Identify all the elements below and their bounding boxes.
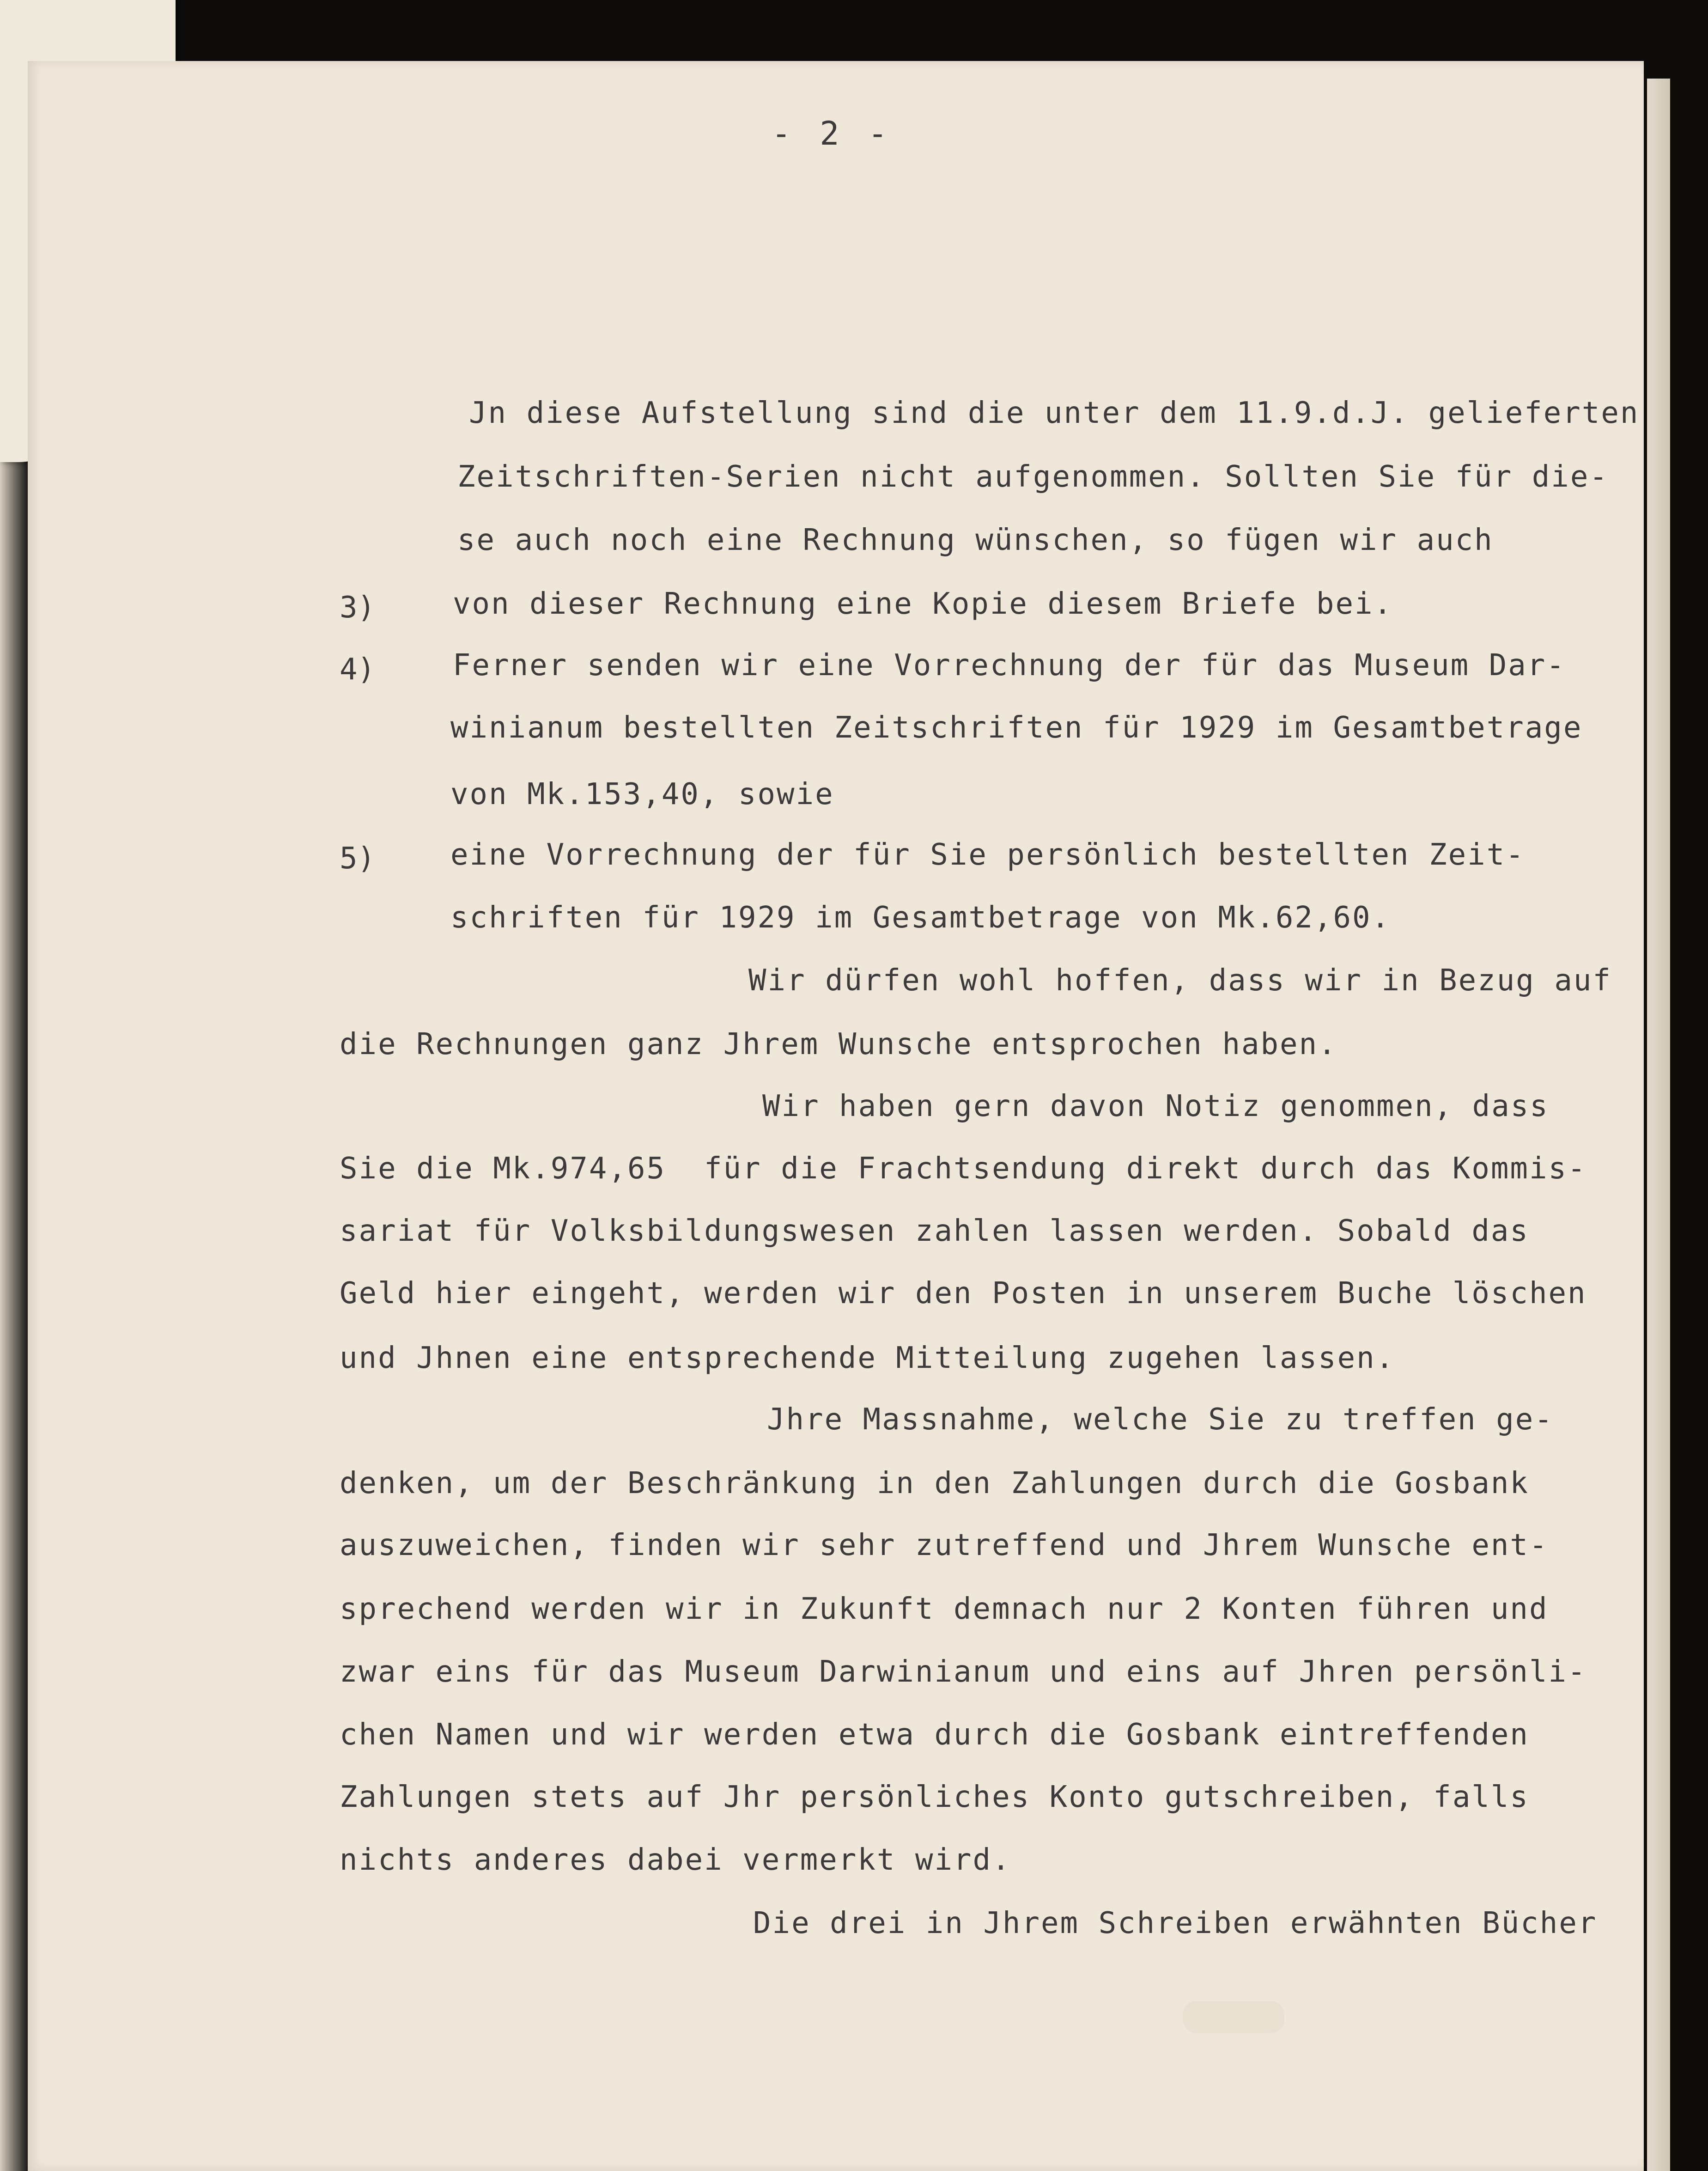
sheet-edge (1647, 79, 1670, 2171)
text-line: Jhre Massnahme, welche Sie zu treffen ge- (767, 1403, 1554, 1437)
text-line: zwar eins für das Museum Darwinianum und eins auf Jhren persönli- (340, 1655, 1587, 1689)
text-line: nichts anderes dabei vermerkt wird. (340, 1843, 1011, 1877)
text-line: auszuweichen, finden wir sehr zutreffend und Jhrem Wunsche ent- (340, 1528, 1549, 1562)
text-line: von dieser Rechnung eine Kopie diesem Briefe bei. (453, 587, 1393, 621)
text-line: Zahlungen stets auf Jhr persönliches Konto gutschreiben, falls (340, 1780, 1529, 1814)
faint-mark (1183, 2001, 1284, 2033)
text-line: eine Vorrechnung der für Sie persönlich bestellten Zeit- (450, 838, 1525, 872)
text-line: Wir dürfen wohl hoffen, dass wir in Bezug auf (748, 964, 1612, 998)
text-line: Die drei in Jhrem Schreiben erwähnten Bücher (753, 1906, 1598, 1940)
text-line: sprechend werden wir in Zukunft demnach nur 2 Konten führen und (340, 1592, 1549, 1626)
text-line: se auch noch eine Rechnung wünschen, so fügen wir auch (457, 523, 1494, 557)
list-number-5: 5) (340, 842, 376, 876)
text-line: von Mk.153,40, sowie (450, 777, 834, 811)
text-line: schriften für 1929 im Gesamtbetrage von Mk.62,60. (450, 901, 1391, 935)
text-line: Ferner senden wir eine Vorrechnung der für das Museum Dar- (453, 648, 1566, 683)
text-line: Jn diese Aufstellung sind die unter dem 11.9.d.J. gelieferten (469, 396, 1640, 430)
text-line: die Rechnungen ganz Jhrem Wunsche entsprochen haben. (340, 1027, 1337, 1061)
text-line: sariat für Volksbildungswesen zahlen lassen werden. Sobald das (340, 1214, 1529, 1248)
list-number-4: 4) (340, 653, 376, 687)
text-line: winianum bestellten Zeitschriften für 1929 im Gesamtbetrage (450, 711, 1583, 745)
text-line: Geld hier eingeht, werden wir den Posten in unserem Buche löschen (340, 1276, 1587, 1311)
text-line: und Jhnen eine entsprechende Mitteilung zugehen lassen. (340, 1341, 1395, 1375)
text-line: chen Namen und wir werden etwa durch die Gosbank eintreffenden (340, 1718, 1529, 1752)
text-line: Sie die Mk.974,65 für die Frachtsendung direkt durch das Kommis- (340, 1152, 1587, 1186)
text-line: denken, um der Beschränkung in den Zahlungen durch die Gosbank (340, 1466, 1529, 1500)
text-line: Zeitschriften-Serien nicht aufgenommen. Sollten Sie für die- (457, 460, 1609, 494)
page-number: - 2 - (772, 115, 892, 152)
text-line: Wir haben gern davon Notiz genommen, dass (762, 1089, 1549, 1123)
list-number-3: 3) (340, 591, 376, 625)
left-page-shadow (0, 397, 28, 2171)
